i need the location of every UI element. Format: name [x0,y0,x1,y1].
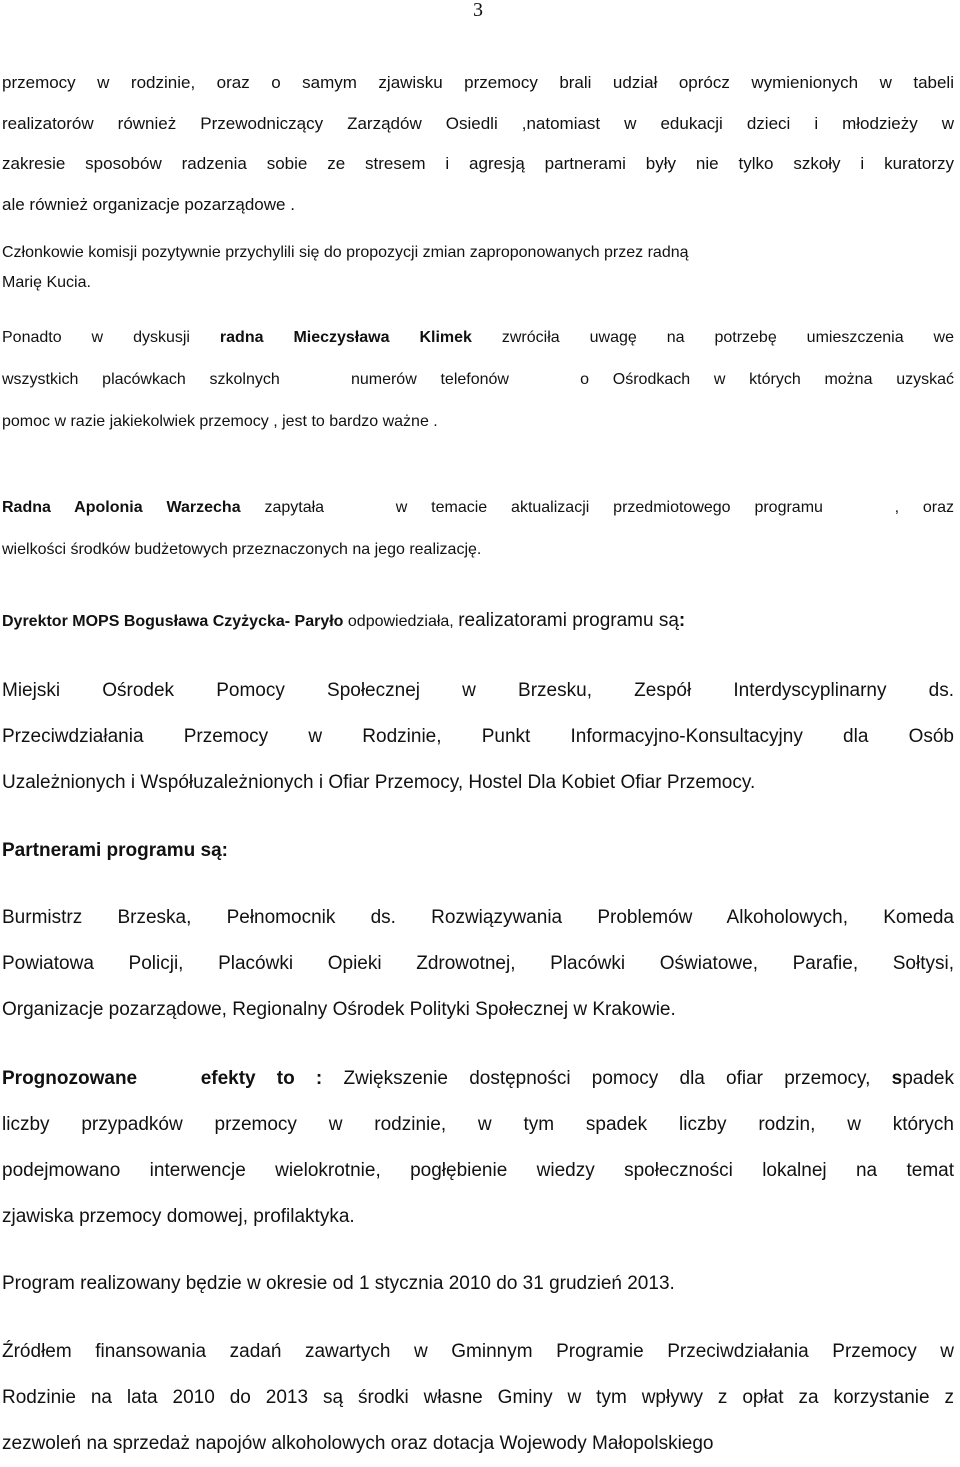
text-line: Ponadto w dyskusji radna Mieczysława Klimek zwróciła uwagę na potrzebę umieszczenia we [2,329,955,346]
text-line: wielkości środków budżetowych przeznaczonych na jego realizację. [2,541,482,558]
speaker-name: Dyrektor MOPS Bogusława Czyżycka- Paryło [2,613,344,630]
text-line: zjawiska przemocy domowej, profilaktyka. [2,1206,355,1227]
text-line: Program realizowany będzie w okresie od 1 stycznia 2010 do 31 grudzień 2013. [2,1273,675,1294]
text-line: wszystkich placówkach szkolnych numerów telefonów o Ośrodkach w których można uzyskać [2,371,954,388]
text-line: liczby przypadków przemocy w rodzinie, w tym spadek liczby rodzin, w których [2,1114,954,1135]
text-line: realizatorów również Przewodniczący Zarządów Osiedli ,natomiast w edukacji dzieci i młodzieży w [2,113,954,133]
text-line: przemocy w rodzinie, oraz o samym zjawisku przemocy brali udział oprócz wymienionych w tabeli [2,73,954,92]
paragraph-partners [2,895,954,1033]
paragraph-program-period [2,1261,954,1307]
text-line: Dyrektor MOPS Bogusława Czyżycka- Paryło odpowiedziała, realizatorami programu są: [2,610,686,631]
text-line: Marię Kucia. [2,274,91,291]
speaker-name: Radna Apolonia Warzecha [2,499,241,516]
text-line: Przeciwdziałania Przemocy w Rodzinie, Punkt Informacyjno-Konsultacyjny dla Osób [2,726,954,747]
text-line: Radna Apolonia Warzecha zapytała w temacie aktualizacji przedmiotowego programu , oraz [2,499,955,516]
paragraph-municipal-participants [2,63,954,225]
text-line: Powiatowa Policji, Placówki Opieki Zdrowotnej, Placówki Oświatowe, Parafie, Sołtysi, [2,953,954,974]
text-line: zakresie sposobów radzenia sobie ze stresem i agresją partnerami były nie tylko szkoły i kuratorzy [2,154,954,173]
text-line: Prognozowane efekty to : Zwiększenie dostępności pomocy dla ofiar przemocy, spadek [2,1068,954,1089]
paragraph-implementers [2,668,954,806]
text-line: zezwoleń na sprzedaż napojów alkoholowych oraz dotacja Wojewody Małopolskiego [2,1433,714,1454]
text-line: Burmistrz Brzeska, Pełnomocnik ds. Rozwiązywania Problemów Alkoholowych, Komeda [2,907,954,928]
paragraph-klimek-remark [2,317,954,443]
text-line: pomoc w razie jakiekolwiek przemocy , jest to bardzo ważne . [2,413,438,430]
text-line: Uzależnionych i Współuzależnionych i Ofiar Przemocy, Hostel Dla Kobiet Ofiar Przemocy. [2,772,756,793]
paragraph-committee-approval [2,238,954,298]
text-line: Źródłem finansowania zadań zawartych w Gminnym Programie Przeciwdziałania Przemocy w [2,1341,954,1362]
speaker-name: radna Mieczysława Klimek [219,329,472,346]
paragraph-expected-effects [2,1056,954,1240]
page-number: 3 [473,0,483,21]
paragraph-director-answer [2,606,954,637]
heading-partners: Partnerami programu są: [2,840,228,861]
text-line: Organizacje pozarządowe, Regionalny Ośrodek Polityki Społecznej w Krakowie. [2,999,676,1020]
paragraph-warzecha-question [2,487,954,571]
text-line: ale również organizacje pozarządowe . [2,194,295,214]
text-line: Członkowie komisji pozytywnie przychylili się do propozycji zmian zaproponowanych przez radną [2,244,689,261]
paragraph-financing [2,1329,954,1467]
text-line: podejmowano interwencje wielokrotnie, pogłębienie wiedzy społeczności lokalnej na temat [2,1160,954,1181]
text-line: Rodzinie na lata 2010 do 2013 są środki własne Gminy w tym wpływy z opłat za korzystanie z [2,1387,954,1408]
text-line: Miejski Ośrodek Pomocy Społecznej w Brzesku, Zespół Interdyscyplinarny ds. [2,680,954,701]
